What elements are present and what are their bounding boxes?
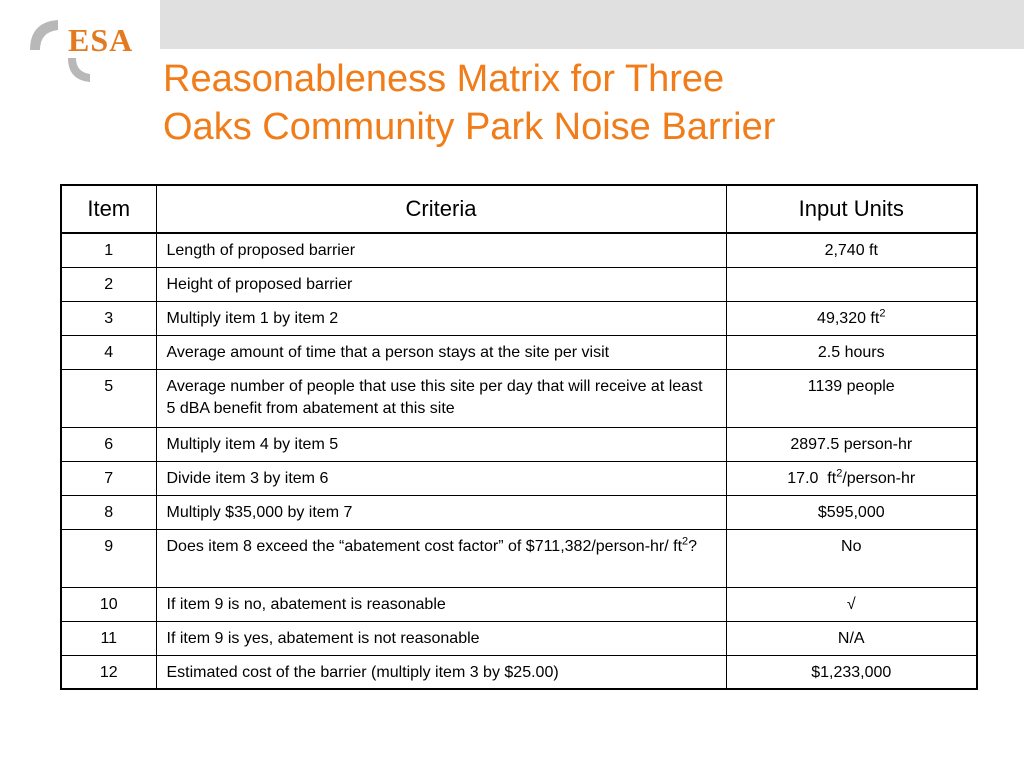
criteria-text: Does item 8 exceed the “abatement cost factor” of $711,382/person-hr/ ft (166, 537, 683, 555)
table-row (61, 495, 977, 529)
cell-item: 4 (61, 335, 156, 369)
reasonableness-matrix-table (60, 184, 978, 690)
units-text: 49,320 ft (817, 309, 880, 327)
units-text: 2,740 ft (824, 242, 878, 259)
units-text: 17.0 ft (787, 469, 837, 487)
cell-item: 7 (61, 461, 156, 495)
cell-criteria (156, 655, 726, 689)
criteria-text: If item 9 is yes, abatement is not reasonable (166, 629, 480, 647)
criteria-text: Length of proposed barrier (166, 242, 356, 259)
units-text: 2.5 hours (817, 343, 885, 361)
cell-input-units (726, 427, 977, 461)
units-text: No (841, 537, 862, 555)
cell-input-units (726, 621, 977, 655)
units-text: $595,000 (817, 503, 885, 521)
table-body (61, 233, 977, 689)
cell-input-units (726, 529, 977, 587)
units-superscript: 2 (879, 307, 886, 320)
table-row (61, 301, 977, 335)
cell-item: 11 (61, 621, 156, 655)
criteria-text: Divide item 3 by item 6 (166, 469, 329, 487)
criteria-text: Height of proposed barrier (166, 275, 353, 293)
cell-input-units (726, 233, 977, 267)
header-input-units: Input Units (726, 185, 977, 233)
cell-input-units (726, 655, 977, 689)
header-item: Item (61, 185, 156, 233)
criteria-text: If item 9 is no, abatement is reasonable (166, 595, 446, 613)
cell-item: 9 (61, 529, 156, 587)
cell-item: 8 (61, 495, 156, 529)
units-superscript: 2 (836, 467, 843, 480)
cell-item: 2 (61, 267, 156, 301)
cell-input-units (726, 267, 977, 301)
cell-criteria (156, 267, 726, 301)
page-title (163, 55, 1003, 151)
units-text: √ (846, 595, 856, 613)
cell-item: 6 (61, 427, 156, 461)
cell-criteria (156, 427, 726, 461)
cell-item: 1 (61, 233, 156, 267)
units-suffix: /person-hr (842, 469, 916, 487)
units-text: N/A (837, 629, 865, 647)
criteria-text: Average amount of time that a person stays at the site per visit (166, 343, 610, 361)
table-row (61, 427, 977, 461)
cell-input-units (726, 301, 977, 335)
table-row (61, 335, 977, 369)
criteria-text: Estimated cost of the barrier (multiply item 3 by $25.00) (166, 663, 559, 681)
table-row (61, 587, 977, 621)
table-row (61, 267, 977, 301)
cell-item: 10 (61, 587, 156, 621)
cell-criteria (156, 301, 726, 335)
table-header-row (61, 185, 977, 233)
header-criteria: Criteria (156, 185, 726, 233)
units-text: $1,233,000 (811, 663, 892, 681)
cell-item: 12 (61, 655, 156, 689)
cell-criteria (156, 495, 726, 529)
table-row (61, 655, 977, 689)
cell-criteria (156, 335, 726, 369)
criteria-text: Multiply item 4 by item 5 (166, 435, 339, 453)
table-row (61, 461, 977, 495)
cell-criteria (156, 369, 726, 427)
units-text: 1139 people (807, 377, 895, 395)
cell-criteria (156, 529, 726, 587)
table-row (61, 621, 977, 655)
cell-input-units (726, 461, 977, 495)
title-line-2: Oaks Community Park Noise Barrier (163, 106, 776, 148)
criteria-suffix: ? (688, 537, 698, 555)
criteria-text: Multiply $35,000 by item 7 (166, 503, 353, 521)
cell-criteria (156, 461, 726, 495)
cell-input-units (726, 587, 977, 621)
header-band (160, 0, 1024, 49)
table-row (61, 529, 977, 587)
units-text: 2897.5 person-hr (790, 435, 913, 453)
cell-criteria (156, 587, 726, 621)
table-row (61, 233, 977, 267)
cell-item: 5 (61, 369, 156, 427)
cell-input-units (726, 335, 977, 369)
title-line-1: Reasonableness Matrix for Three (163, 58, 725, 100)
cell-criteria (156, 233, 726, 267)
criteria-superscript: 2 (682, 535, 689, 548)
criteria-text: Average number of people that use this site per day that will receive at least 5 dBA benefit from abatement at this site (166, 377, 703, 417)
table-row (61, 369, 977, 427)
logo-text: ESA (68, 22, 134, 58)
cell-item: 3 (61, 301, 156, 335)
cell-input-units (726, 369, 977, 427)
criteria-text: Multiply item 1 by item 2 (166, 309, 339, 327)
cell-input-units (726, 495, 977, 529)
cell-criteria (156, 621, 726, 655)
